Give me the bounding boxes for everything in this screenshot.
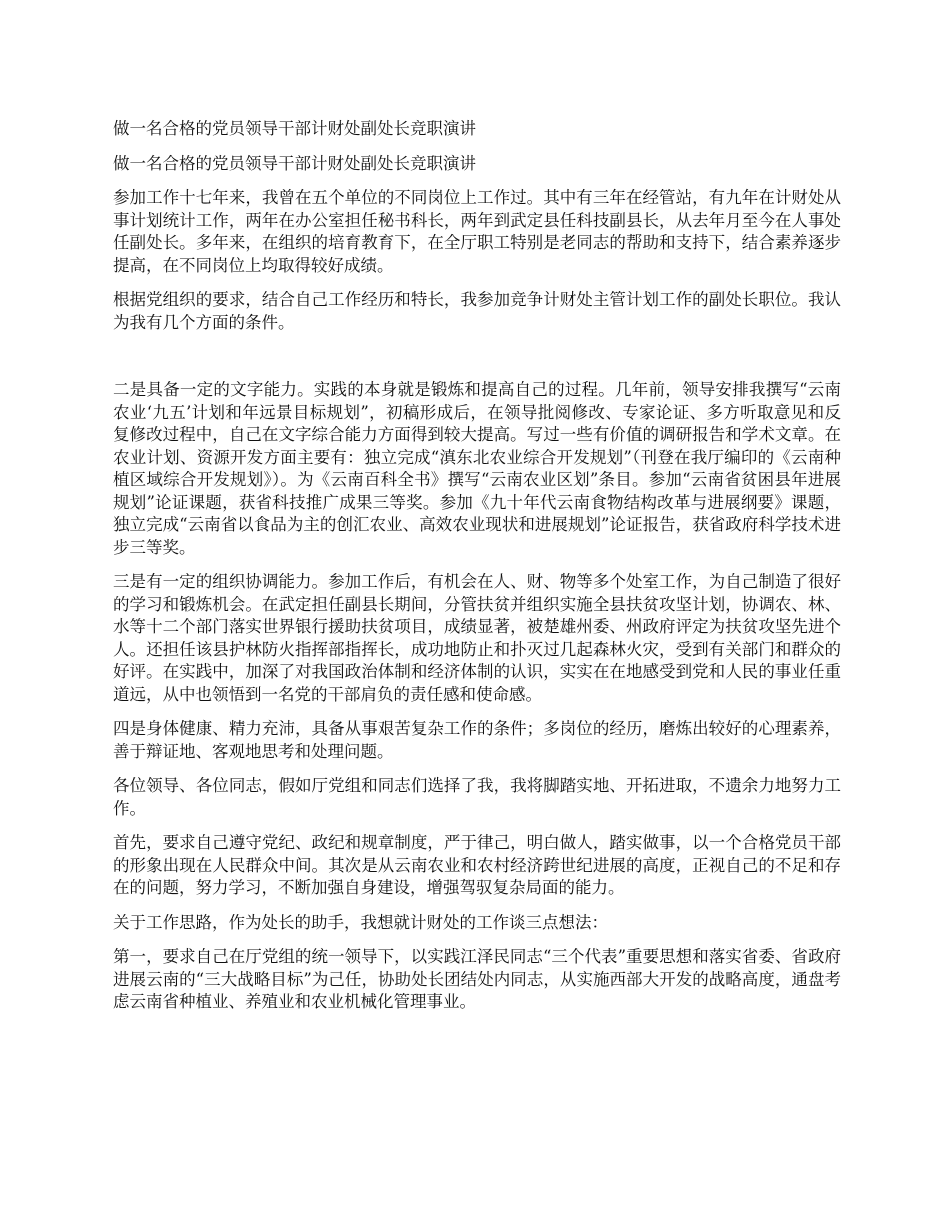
paragraph-conditions: 根据党组织的要求，结合自己工作经历和特长，我参加竞争计财处主管计划工作的副处长职位。我认为我有几个方面的条件。 [113,290,841,332]
paragraph-intro: 参加工作十七年来，我曾在五个单位的不同岗位上工作过。其中有三年在经管站，有九年在计财处从事计划统计工作，两年在办公室担任秘书科长，两年到武定县任科技副县长，从去年月至今在人事处任副处长。多年来，在组织的培育教育下，在全厅职工特别是老同志的帮助和支持下，结合素养逐步提高，在不同岗位上均取得较好成绩。 [113,188,841,275]
paragraph-commitment: 各位领导、各位同志，假如厅党组和同志们选择了我，我将脚踏实地、开拓进取，不遗余力地努力工作。 [113,776,841,818]
document-body [113,118,841,1026]
paragraph-first-requirement: 首先，要求自己遵守党纪、政纪和规章制度，严于律己，明白做人，踏实做事，以一个合格党员干部的形象出现在人民群众中间。其次是从云南农业和农村经济跨世纪进展的高度，正视自己的不足和存在的问题，努力学习，不断加强自身建设，增强驾驭复杂局面的能力。 [113,833,841,897]
paragraph-writing-ability: 二是具备一定的文字能力。实践的本身就是锻炼和提高自己的过程。几年前，领导安排我撰写“云南农业‘九五’计划和年远景目标规划”，初稿形成后，在领导批阅修改、专家论证、多方听取意见和反复修改过程中，自己在文字综合能力方面得到较大提高。写过一些有价值的调研报告和学术文章。在农业计划、资源开发方面主要有：独立完成“滇东北农业综合开发规划”（刊登在我厅编印的《云南种植区域综合开发规划》）。为《云南百科全书》撰写“云南农业区划”条目。参加“云南省贫困县年进展规划”论证课题，获省科技推广成果三等奖。参加《九十年代云南食物结构改革与进展纲要》课题，独立完成“云南省以食品为主的创汇农业、高效农业现状和进展规划”论证报告，获省政府科学技术进步三等奖。 [113,380,841,557]
paragraph-point-one: 第一，要求自己在厅党组的统一领导下，以实践江泽民同志“三个代表”重要思想和落实省委、省政府进展云南的“三大战略目标”为己任，协助处长团结处内同志，从实施西部大开发的战略高度，通盘考虑云南省种植业、养殖业和农业机械化管理事业。 [113,947,841,1011]
document-subtitle: 做一名合格的党员领导干部计财处副处长竞职演讲 [113,153,476,173]
blank-gap [113,346,841,379]
paragraph-health: 四是身体健康、精力充沛，具备从事艰苦复杂工作的条件；多岗位的经历，磨炼出较好的心理素养，善于辩证地、客观地思考和处理问题。 [113,719,841,761]
paragraph-coordination-ability: 三是有一定的组织协调能力。参加工作后，有机会在人、财、物等多个处室工作，为自己制造了很好的学习和锻炼机会。在武定担任副县长期间，分管扶贫并组织实施全县扶贫攻坚计划，协调农、林、水等十二个部门落实世界银行援助扶贫项目，成绩显著，被楚雄州委、州政府评定为扶贫攻坚先进个人。还担任该县护林防火指挥部指挥长，成功地防止和扑灭过几起森林火灾，受到有关部门和群众的好评。在实践中，加深了对我国政治体制和经济体制的认识，实实在在地感受到党和人民的事业任重道远，从中也领悟到一名党的干部肩负的责任感和使命感。 [113,572,841,704]
paragraph-work-ideas: 关于工作思路，作为处长的助手，我想就计财处的工作谈三点想法： [113,912,608,932]
document-title: 做一名合格的党员领导干部计财处副处长竞职演讲 [113,119,476,138]
